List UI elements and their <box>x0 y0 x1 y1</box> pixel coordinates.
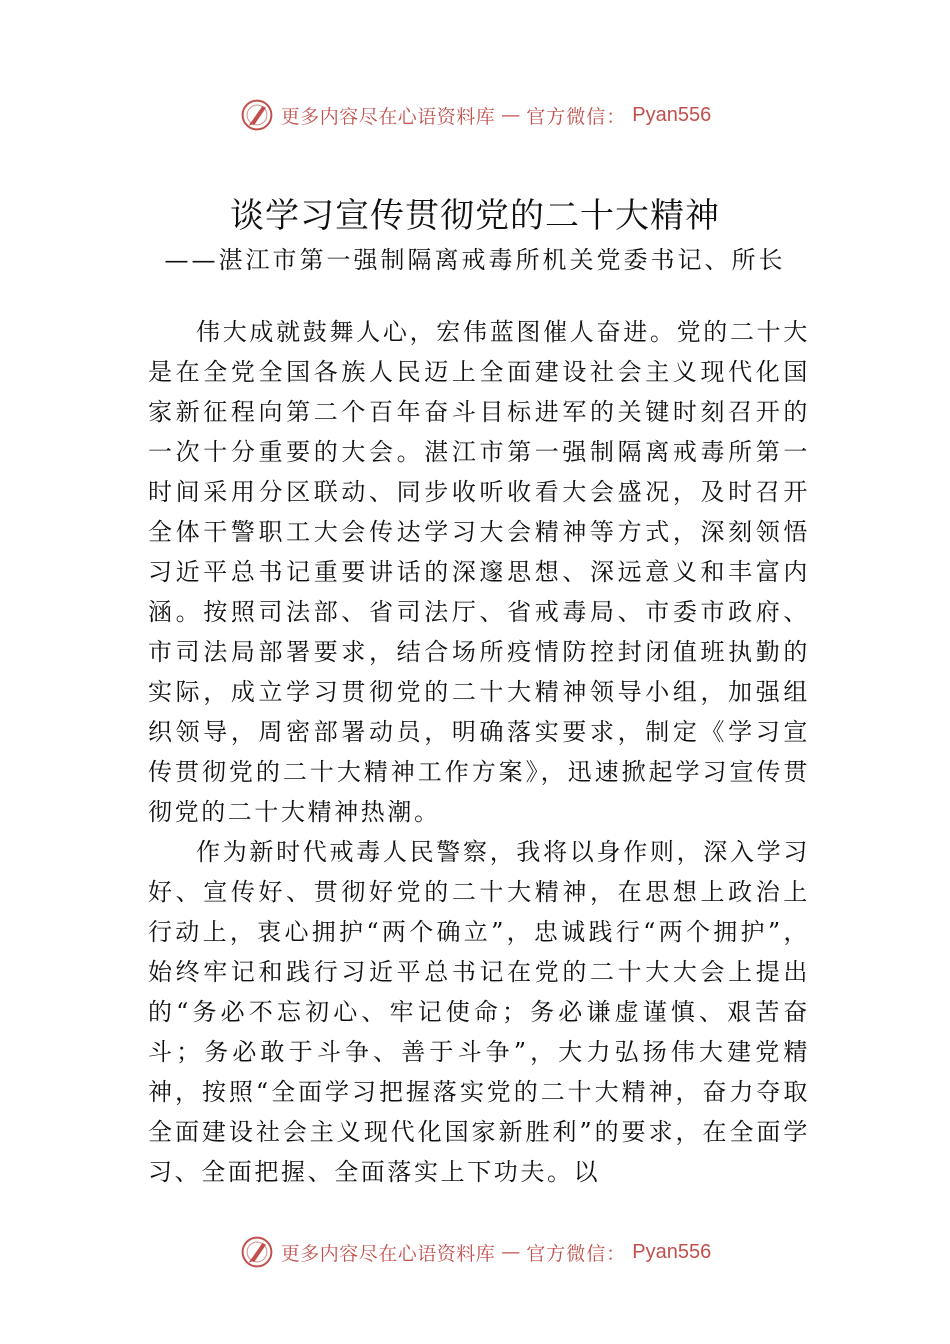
document-subtitle: ——湛江市第一强制隔离戒毒所机关党委书记、所长 <box>164 246 786 274</box>
watermark-wechat-id: Pyan556 <box>632 103 712 126</box>
quill-pen-logo-icon <box>239 1234 275 1270</box>
watermark-dash: — <box>501 1241 521 1263</box>
document-title: 谈学习宣传贯彻党的二十大精神 <box>230 196 720 236</box>
header-watermark <box>0 95 950 135</box>
quill-pen-logo-icon <box>239 97 275 133</box>
watermark-wechat-id: Pyan556 <box>632 1240 712 1263</box>
body-paragraph-1: 伟大成就鼓舞人心，宏伟蓝图催人奋进。党的二十大是在全党全国各族人民迈上全面建设社会主义现代化国家新征程向第二个百年奋斗目标进军的关键时刻召开的一次十分重要的大会。湛江市第一强制隔离戒毒所第一时间采用分区联动、同步收听收看大会盛况，及时召开全体干警职工大会传达学习大会精神等方式，深刻领悟习近平总书记重要讲话的深邃思想、深远意义和丰富内涵。按照司法部、省司法厅、省戒毒局、市委市政府、市司法局部署要求，结合场所疫情防控封闭值班执勤的实际，成立学习贯彻党的二十大精神领导小组，加强组织领导，周密部署动员，明确落实要求，制定《学习宣传贯彻党的二十大精神工作方案》，迅速掀起学习宣传贯彻党的二十大精神热潮。 <box>148 318 810 826</box>
document-body <box>148 312 810 1192</box>
watermark-wechat-label: 官方微信： <box>526 1242 627 1265</box>
watermark-dash: — <box>501 104 521 126</box>
watermark-wechat-label: 官方微信： <box>526 105 627 128</box>
body-paragraph-2: 作为新时代戒毒人民警察，我将以身作则，深入学习好、宣传好、贯彻好党的二十大精神，在思想上政治上行动上，衷心拥护“两个确立”，忠诚践行“两个拥护”，始终牢记和践行习近平总书记在党的二十大大会上提出的“务必不忘初心、牢记使命；务必谦虚谨慎、艰苦奋斗；务必敢于斗争、善于斗争”，大力弘扬伟大建党精神，按照“全面学习把握落实党的二十大精神，奋力夺取全面建设社会主义现代化国家新胜利”的要求，在全面学习、全面把握、全面落实上下功夫。以 <box>148 838 810 1186</box>
watermark-prefix: 更多内容尽在心语资料库 <box>280 1242 496 1265</box>
watermark-prefix: 更多内容尽在心语资料库 <box>280 105 496 128</box>
footer-watermark <box>0 1232 950 1272</box>
